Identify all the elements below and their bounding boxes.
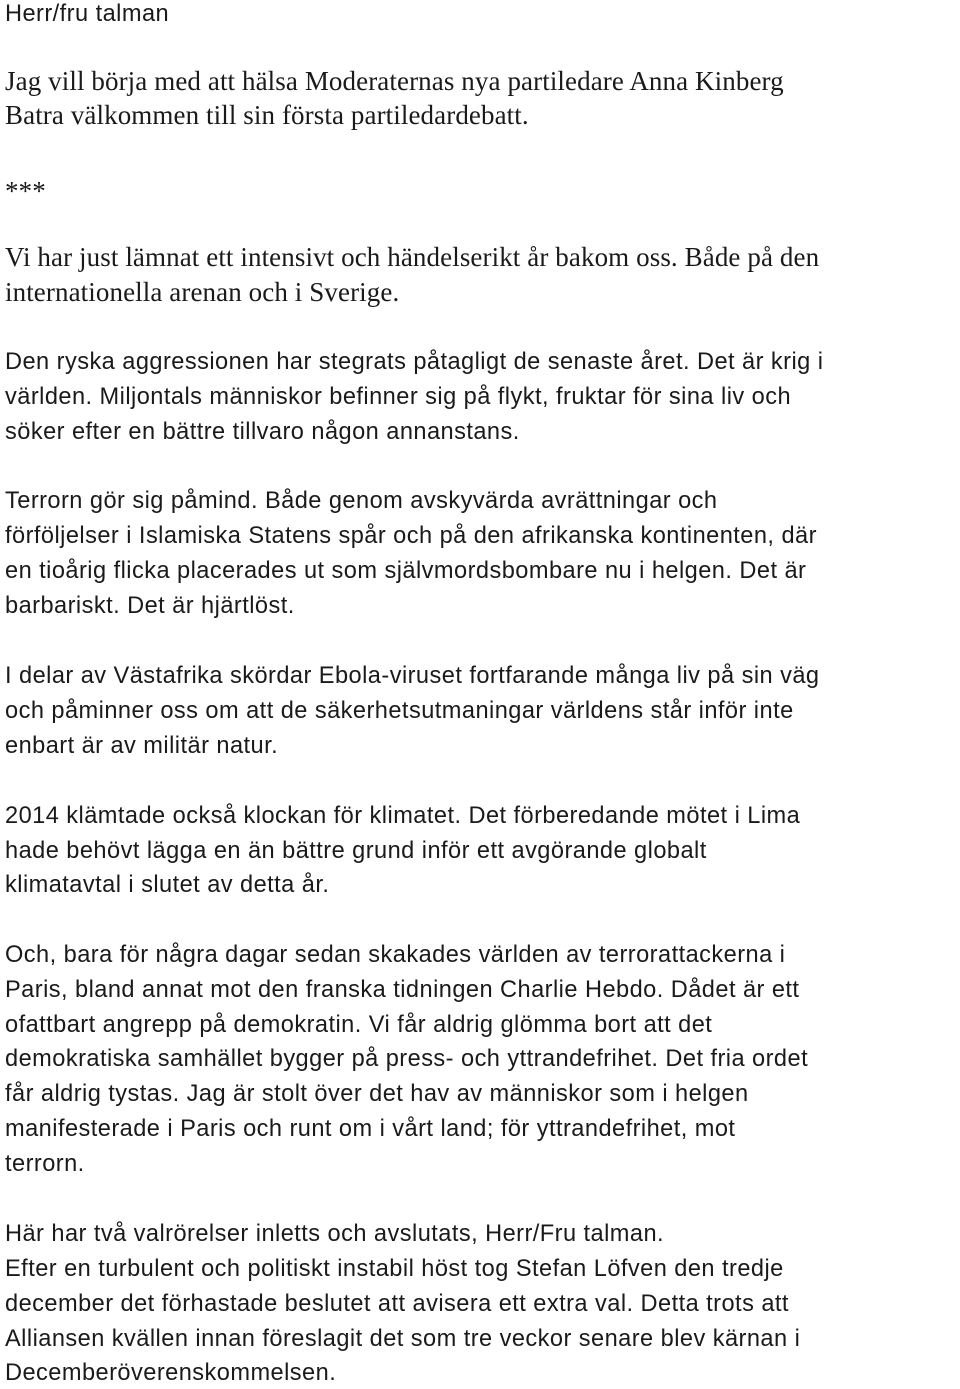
paragraph-line: får aldrig tystas. Jag är stolt över det hav av människor som i helgen xyxy=(5,1081,749,1107)
paragraph-line: söker efter en bättre tillvaro någon annanstans. xyxy=(5,419,520,445)
paragraph-line: Alliansen kvällen innan föreslagit det som tre veckor senare blev kärnan i xyxy=(5,1326,801,1352)
paragraph-line: Efter en turbulent och politiskt instabil höst tog Stefan Löfven den tredje xyxy=(5,1256,784,1282)
paragraph-line: Terrorn gör sig påmind. Både genom avskyvärda avrättningar och xyxy=(5,488,718,514)
paragraph-line: demokratiska samhället bygger på press- och yttrandefrihet. Det fria ordet xyxy=(5,1046,809,1072)
paragraph-line: Och, bara för några dagar sedan skakades världen av terrorattackerna i xyxy=(5,942,786,968)
paragraph-line: terrorn. xyxy=(5,1151,85,1177)
paragraph-line: Jag vill börja med att hälsa Moderaternas nya partiledare Anna Kinberg xyxy=(5,66,784,96)
paragraph-line: Vi har just lämnat ett intensivt och händelserikt år bakom oss. Både på den xyxy=(5,242,820,272)
paragraph-line: barbariskt. Det är hjärtlöst. xyxy=(5,593,295,619)
document-heading: Herr/fru talman xyxy=(5,1,170,27)
paragraph-line: ofattbart angrepp på demokratin. Vi får aldrig glömma bort att det xyxy=(5,1012,713,1038)
section-separator: *** xyxy=(5,176,46,206)
paragraph-line: hade behövt lägga en än bättre grund inför ett avgörande globalt xyxy=(5,838,707,864)
paragraph-line: internationella arenan och i Sverige. xyxy=(5,277,400,307)
paragraph-line: december det förhastade beslutet att avisera ett extra val. Detta trots att xyxy=(5,1291,789,1317)
paragraph-line: 2014 klämtade också klockan för klimatet. Det förberedande mötet i Lima xyxy=(5,803,801,829)
paragraph-line: Paris, bland annat mot den franska tidningen Charlie Hebdo. Dådet är ett xyxy=(5,977,800,1003)
paragraph-line: enbart är av militär natur. xyxy=(5,733,279,759)
paragraph-line: I delar av Västafrika skördar Ebola-viruset fortfarande många liv på sin väg xyxy=(5,663,820,689)
paragraph-line: förföljelser i Islamiska Statens spår och på den afrikanska kontinenten, där xyxy=(5,523,817,549)
paragraph-line: världen. Miljontals människor befinner sig på flykt, fruktar för sina liv och xyxy=(5,384,792,410)
paragraph-line: en tioårig flicka placerades ut som självmordsbombare nu i helgen. Det är xyxy=(5,558,807,584)
paragraph-line: Decemberöverenskommelsen. xyxy=(5,1360,337,1386)
paragraph-line: manifesterade i Paris och runt om i vårt land; för yttrandefrihet, mot xyxy=(5,1116,736,1142)
paragraph-line: Den ryska aggressionen har stegrats påtagligt de senaste året. Det är krig i xyxy=(5,349,824,375)
paragraph-line: och påminner oss om att de säkerhetsutmaningar världens står inför inte xyxy=(5,698,794,724)
paragraph-line: Här har två valrörelser inletts och avslutats, Herr/Fru talman. xyxy=(5,1221,665,1247)
paragraph-line: Batra välkommen till sin första partiledardebatt. xyxy=(5,100,529,130)
paragraph-line: klimatavtal i slutet av detta år. xyxy=(5,872,330,898)
